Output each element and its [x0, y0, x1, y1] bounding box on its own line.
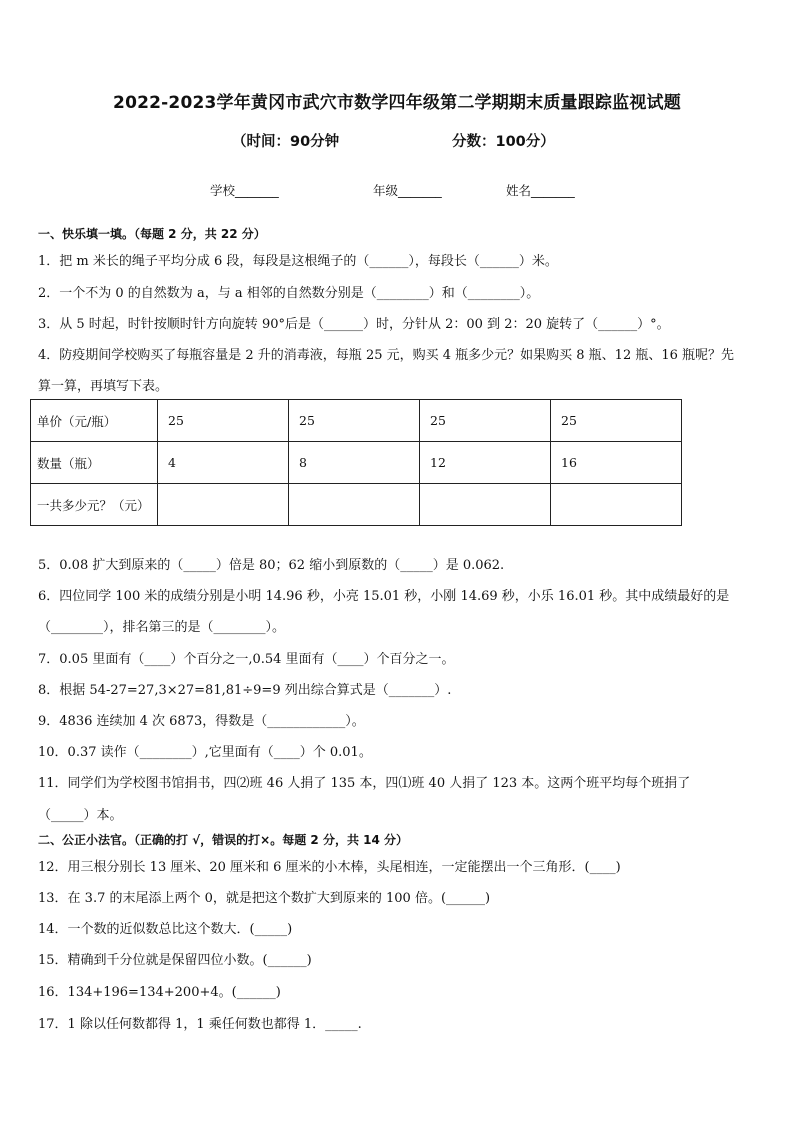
table-cell	[551, 484, 682, 526]
table-cell: 一共多少元？（元）	[31, 484, 158, 526]
exam-score: 分数：100分）	[452, 134, 555, 150]
school-field: 学校_______	[210, 183, 279, 198]
question-10: 10．0.37 读作（________）,它里面有（____）个 0.01。	[38, 745, 372, 760]
table-row	[31, 400, 682, 442]
section-2-heading: 二、公正小法官。（正确的打 √，错误的打×。每题 2 分，共 14 分）	[38, 833, 408, 847]
table-cell: 25	[551, 400, 682, 442]
question-16: 16．134+196=134+200+4。(______)	[38, 985, 281, 1000]
question-5: 5．0.08 扩大到原来的（_____）倍是 80；62 缩小到原数的（_____）是 0.062.	[38, 558, 505, 573]
question-9: 9．4836 连续加 4 次 6873，得数是（____________）。	[38, 714, 365, 729]
question-3: 3．从 5 时起，时针按顺时针方向旋转 90°后是（______）时，分针从 2：00 到 2：20 旋转了（______）°。	[38, 317, 670, 332]
table-cell	[289, 484, 420, 526]
table-row	[31, 442, 682, 484]
table-cell: 25	[289, 400, 420, 442]
table-cell: 12	[420, 442, 551, 484]
table-cell: 8	[289, 442, 420, 484]
question-15: 15．精确到千分位就是保留四位小数。(______)	[38, 953, 312, 968]
question-11-line-1: 11．同学们为学校图书馆捐书，四⑵班 46 人捐了 135 本，四⑴班 40 人捐了 123 本。这两个班平均每个班捐了	[38, 776, 691, 791]
table-cell	[420, 484, 551, 526]
question-6-line-1: 6．四位同学 100 米的成绩分别是小明 14.96 秒，小亮 15.01 秒，小刚 14.69 秒，小乐 16.01 秒。其中成绩最好的是	[38, 589, 730, 604]
exam-time: （时间：90分钟	[232, 134, 340, 150]
question-2: 2．一个不为 0 的自然数为 a，与 a 相邻的自然数分别是（________）和（________）。	[38, 286, 540, 301]
table-row	[31, 484, 682, 526]
question-4-line-2: 算一算，再填写下表。	[38, 379, 169, 394]
name-field: 姓名_______	[506, 183, 575, 198]
question-17: 17．1 除以任何数都得 1，1 乘任何数也都得 1．_____.	[38, 1017, 362, 1032]
question-6-line-2: （________），排名第三的是（________）。	[38, 620, 286, 635]
question-13: 13．在 3.7 的末尾添上两个 0，就是把这个数扩大到原来的 100 倍。(______)	[38, 891, 491, 906]
table-cell: 25	[420, 400, 551, 442]
table-cell: 25	[158, 400, 289, 442]
exam-title: 2022-2023学年黄冈市武穴市数学四年级第二学期期末质量跟踪监视试题	[113, 93, 681, 113]
question-14: 14．一个数的近似数总比这个数大．(_____)	[38, 922, 293, 937]
question-11-line-2: （_____）本。	[38, 808, 123, 823]
price-table	[30, 399, 682, 526]
grade-field: 年级_______	[373, 183, 442, 198]
table-cell: 单价（元/瓶）	[31, 400, 158, 442]
question-12: 12．用三根分别长 13 厘米、20 厘米和 6 厘米的小木棒，头尾相连，一定能摆出一个三角形．(____)	[38, 860, 621, 875]
question-4-line-1: 4．防疫期间学校购买了每瓶容量是 2 升的消毒液，每瓶 25 元，购买 4 瓶多少元？如果购买 8 瓶、12 瓶、16 瓶呢？先	[38, 348, 735, 363]
table-cell	[158, 484, 289, 526]
question-8: 8．根据 54-27=27,3×27=81,81÷9=9 列出综合算式是（_______）.	[38, 683, 452, 698]
section-1-heading: 一、快乐填一填。（每题 2 分，共 22 分）	[38, 227, 266, 241]
table-cell: 4	[158, 442, 289, 484]
table-cell: 数量（瓶）	[31, 442, 158, 484]
question-1: 1．把 m 米长的绳子平均分成 6 段，每段是这根绳子的（______），每段长（______）米。	[38, 254, 558, 269]
table-cell: 16	[551, 442, 682, 484]
question-7: 7．0.05 里面有（____）个百分之一,0.54 里面有（____）个百分之一。	[38, 652, 455, 667]
